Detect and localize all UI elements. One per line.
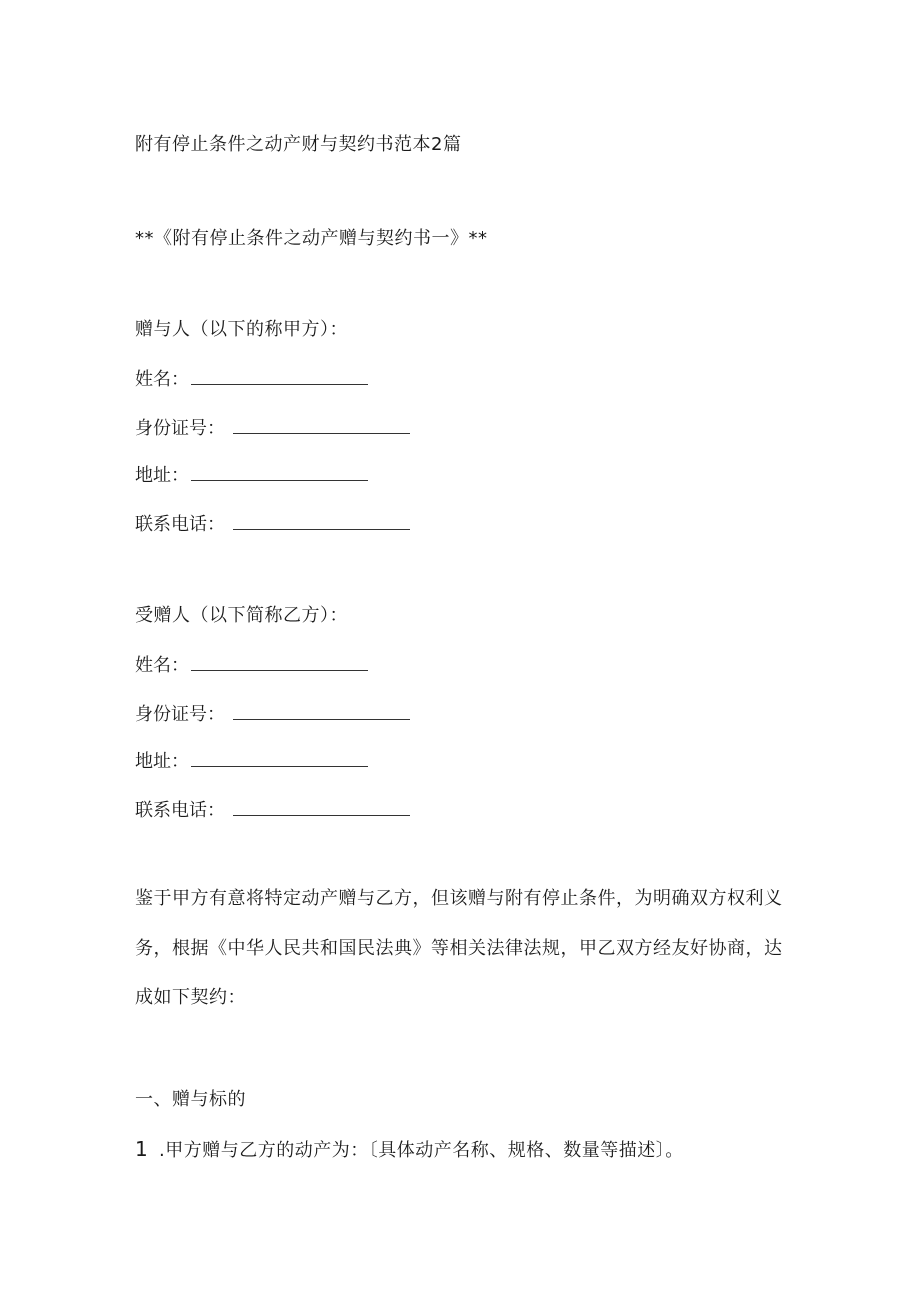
blank-line bbox=[191, 652, 368, 671]
contract-subtitle: **《附有停止条件之动产赠与契约书一》** bbox=[135, 228, 488, 249]
preamble-line-2: 务，根据《中华人民共和国民法典》等相关法律法规，甲乙双方经友好协商，达 bbox=[135, 938, 783, 959]
donor-id-field bbox=[135, 415, 410, 441]
document-title: 附有停止条件之动产财与契约书范本2篇 bbox=[135, 134, 462, 155]
donee-name-field bbox=[135, 652, 368, 678]
item-number: 1 bbox=[135, 1137, 149, 1161]
donee-phone-field bbox=[135, 797, 410, 823]
blank-line bbox=[233, 797, 410, 816]
donor-phone-field bbox=[135, 511, 410, 537]
donor-name-field bbox=[135, 366, 368, 392]
item-text: .甲方赠与乙方的动产为：〔具体动产名称、规格、数量等描述〕。 bbox=[159, 1140, 684, 1161]
field-label: 联系电话： bbox=[135, 800, 225, 821]
blank-line bbox=[191, 462, 368, 481]
section-1-item-1 bbox=[135, 1137, 684, 1163]
field-label: 身份证号： bbox=[135, 704, 225, 725]
blank-line bbox=[191, 366, 368, 385]
section-1-title: 一、赠与标的 bbox=[135, 1089, 246, 1110]
donor-header: 赠与人（以下的称甲方）： bbox=[135, 319, 348, 340]
blank-line bbox=[233, 701, 410, 720]
donee-id-field bbox=[135, 701, 410, 727]
donee-header: 受赠人（以下简称乙方）： bbox=[135, 605, 348, 626]
donor-address-field bbox=[135, 462, 368, 488]
field-label: 身份证号： bbox=[135, 418, 225, 439]
blank-line bbox=[233, 415, 410, 434]
field-label: 地址： bbox=[135, 465, 189, 486]
field-label: 联系电话： bbox=[135, 514, 225, 535]
field-label: 姓名： bbox=[135, 369, 189, 390]
donee-address-field bbox=[135, 748, 368, 774]
preamble-line-3: 成如下契约： bbox=[135, 987, 246, 1008]
field-label: 姓名： bbox=[135, 655, 189, 676]
field-label: 地址： bbox=[135, 751, 189, 772]
blank-line bbox=[191, 748, 368, 767]
preamble-line-1: 鉴于甲方有意将特定动产赠与乙方，但该赠与附有停止条件，为明确双方权利义 bbox=[135, 888, 783, 909]
blank-line bbox=[233, 511, 410, 530]
